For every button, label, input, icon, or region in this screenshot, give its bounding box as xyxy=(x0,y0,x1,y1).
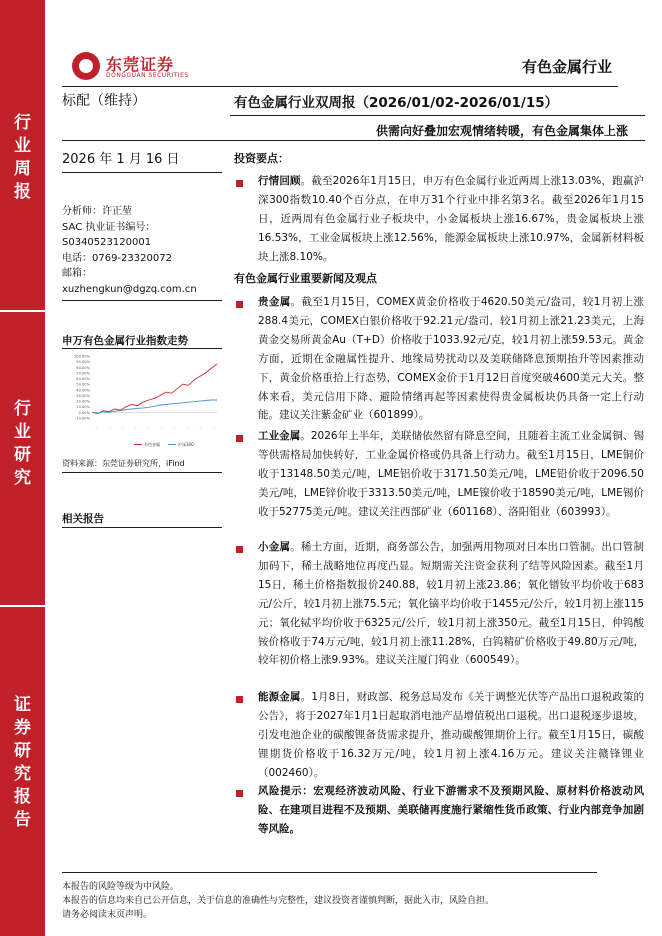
chart-section-title: 申万有色金属行业指数走势 xyxy=(62,335,188,347)
sidebar-label-text xyxy=(0,398,45,490)
sidebar-char: 证 xyxy=(14,695,31,715)
y-tick-label: 0.00% xyxy=(78,410,90,415)
logo-subtext: DONGGUAN SECURITIES xyxy=(106,72,189,79)
paragraph-body: 。稀土方面，近期，商务部公告，加强两用物项对日本出口管制。出口管制加码下，稀土战略地位再度凸显。短期需关注资金获利了结等风险因素。截至1月15日，稀土价格指数报价240.88，较1月初上涨23.86；氧化镨钕平均价收于683元/公斤，较1月初上涨75.5元；氧化镝平均价收于1455元/公斤，较1月初上涨115元；氧化铽平均价收于6325元/公斤，较1月初上涨350元。截至1月15日，仲钨酸铵价格收于74万元/吨，较1月初上涨11.28%，白钨精矿价格收于49.80万元/吨，较年初价格上涨9.93%。建议关注厦门钨业（600549）。 xyxy=(258,541,645,667)
footer-line: 请务必阅读末页声明。 xyxy=(62,910,153,920)
logo-mark-icon xyxy=(72,52,100,80)
x-tick-mark: ···· xyxy=(197,425,204,431)
y-tick-label: -10.00% xyxy=(75,416,90,421)
page-header xyxy=(62,42,618,96)
sidebar-char: 研 xyxy=(14,445,31,465)
paragraph-precious-metals xyxy=(258,293,644,425)
paragraph-body: 。截至1月15日，COMEX黄金价格收于4620.50美元/盎司，较1月初上涨288.4美元，COMEX白银价格收于92.21元/盎司，较1月初上涨21.23美元，上海黄金交易所黄金Au（T+D）价格收于1033.92元/克，较1月初上涨59.53元。黄金方面，近期在金融属性提升、地缘局势扰动以及美联储降息预期抬升等因素推动下，黄金价格重拾上行态势，COMEX金价于1月12日首度突破4600美元大关。整体来看，美元信用下降、避险情绪再起等因素使得贵金属板块仍具备一定上行动能。建议关注紫金矿业（601899）。 xyxy=(258,296,644,422)
paragraph-market-review xyxy=(258,172,644,267)
y-tick-label: 50.00% xyxy=(76,382,90,387)
report-title: 有色金属行业双周报（2026/01/02-2026/01/15） xyxy=(234,95,559,111)
sidebar-char: 报 xyxy=(14,182,31,202)
footer-rule xyxy=(62,872,597,873)
y-tick-label: 40.00% xyxy=(76,388,90,393)
analyst-line: S0340523120001 xyxy=(62,237,152,248)
index-trend-chart xyxy=(62,352,222,452)
paragraph-head: 风险提示 xyxy=(258,785,303,797)
related-rule xyxy=(62,527,222,528)
sidebar-char: 研 xyxy=(14,741,31,761)
analyst-info xyxy=(62,204,197,297)
y-tick-label: 80.00% xyxy=(76,365,90,370)
sidebar-divider xyxy=(0,605,45,607)
sidebar-char: 业 xyxy=(14,422,31,442)
subtitle-rule xyxy=(62,140,645,141)
legend-label: 有色金属 xyxy=(144,442,160,447)
y-tick-label: 90.00% xyxy=(76,360,90,365)
paragraph-body: 。截至2026年1月15日，申万有色金属行业近两周上涨13.03%，跑赢沪深300指数10.40个百分点，在申万31个行业中排名第3名。截至2026年1月15日，近两周有色金属行业子板块中，小金属板块上涨16.67%，贵金属板块上涨16.53%，工业金属板块上涨12.56%，能源金属板块上涨10.97%，金属新材料板块上涨8.10%。 xyxy=(258,175,644,263)
paragraph-minor-metals xyxy=(258,538,644,670)
header-rule xyxy=(62,86,618,87)
bullet-icon xyxy=(236,790,243,797)
sidebar-char: 券 xyxy=(14,718,31,738)
paragraph-head: 能源金属 xyxy=(258,691,301,703)
chart-rule xyxy=(62,348,222,349)
sidebar-char: 行 xyxy=(14,399,31,419)
key-points-title: 投资要点： xyxy=(234,152,289,165)
analyst-line: 邮箱： xyxy=(62,268,92,279)
paragraph-risk-warning xyxy=(258,782,644,839)
paragraph-head: 工业金属 xyxy=(258,430,301,442)
sidebar xyxy=(0,0,45,936)
sidebar-char: 究 xyxy=(14,764,31,784)
x-tick-mark: ···· xyxy=(106,425,113,431)
source-rule xyxy=(62,472,222,473)
y-tick-label: 10.00% xyxy=(76,405,90,410)
company-logo xyxy=(72,52,192,82)
bullet-icon xyxy=(236,696,243,703)
y-tick-label: 30.00% xyxy=(76,393,90,398)
paragraph-head: 小金属 xyxy=(258,541,291,553)
analyst-line: 分析师：许正堃 xyxy=(62,206,132,217)
sidebar-label-text xyxy=(0,694,45,832)
analyst-rule xyxy=(62,300,222,301)
sidebar-char: 周 xyxy=(14,159,31,179)
footer-disclaimer xyxy=(62,880,494,922)
sidebar-char: 行 xyxy=(14,113,31,133)
sidebar-label-weekly xyxy=(0,112,45,204)
industry-name: 有色金属行业 xyxy=(521,58,612,76)
related-reports-title: 相关报告 xyxy=(62,513,104,525)
date-rule xyxy=(62,172,222,173)
x-tick-mark: ···· xyxy=(210,425,217,431)
y-tick-label: 100.00% xyxy=(74,354,90,359)
x-tick-mark: ···· xyxy=(171,425,178,431)
paragraph-body: ：宏观经济波动风险、行业下游需求不及预期风险、原材料价格波动风险、在建项目进程不及预期、美联储再度施行紧缩性货币政策、行业内部竞争加剧等风险。 xyxy=(258,785,645,835)
chart-source: 资料来源：东莞证券研究所，iFind xyxy=(62,459,185,468)
sidebar-divider xyxy=(0,310,45,312)
report-date: 2026 年 1 月 16 日 xyxy=(62,152,180,167)
y-tick-label: 60.00% xyxy=(76,377,90,382)
sidebar-label-research xyxy=(0,398,45,490)
sidebar-label-text xyxy=(0,112,45,204)
sidebar-label-securities-report xyxy=(0,694,45,832)
bullet-icon xyxy=(236,435,243,442)
y-tick-label: 20.00% xyxy=(76,399,90,404)
sidebar-char: 究 xyxy=(14,468,31,488)
footer-line: 本报告的信息均来自已公开信息，关于信息的准确性与完整性，建议投资者谨慎判断，据此入市，风险自担。 xyxy=(62,896,495,906)
analyst-line: 电话：0769-23320072 xyxy=(62,252,172,264)
report-subtitle: 供需向好叠加宏观情绪转暖，有色金属集体上涨 xyxy=(375,124,628,138)
paragraph-head: 贵金属 xyxy=(258,296,291,308)
x-tick-mark: ···· xyxy=(158,425,165,431)
paragraph-energy-metals xyxy=(258,688,644,783)
legend-label: 沪深300 xyxy=(178,442,194,447)
sidebar-char: 业 xyxy=(14,136,31,156)
sidebar-char: 报 xyxy=(14,787,31,807)
y-tick-label: 70.00% xyxy=(76,371,90,376)
analyst-line: SAC 执业证书编号： xyxy=(62,221,156,233)
paragraph-industrial-metals xyxy=(258,427,644,522)
x-tick-mark: ···· xyxy=(93,425,100,431)
chart-svg xyxy=(62,352,222,452)
paragraph-body: 。1月8日，财政部、税务总局发布《关于调整光伏等产品出口退税政策的公告》，将于2027年1月1日起取消电池产品增值税出口退税。出口退税逐步退坡，引发电池企业的碳酸锂备货需求提升，推动碳酸锂期价上行。截至1月15日，碳酸锂期货价格收于16.32万元/吨，较1月初上涨4.16万元。建议关注赣锋锂业（002460）。 xyxy=(258,691,644,779)
x-tick-mark: ···· xyxy=(132,425,139,431)
paragraph-body: 。2026年上半年，美联储依然留有降息空间，且随着主流工业金属铜、锡等供需格局加快转好，工业金属价格或仍具备上行动力。截至1月15日，LME铜价收于13148.50美元/吨，LME铝价收于3171.50美元/吨，LME铅价收于2096.50美元/吨，LME锌价收于3313.50美元/吨，LME镍价收于18590美元/吨，LME锡价收于52775美元/吨。建议关注西部矿业（601168）、洛阳钼业（603993）。 xyxy=(258,430,645,518)
x-tick-mark: ···· xyxy=(184,425,191,431)
sidebar-char: 告 xyxy=(14,810,31,830)
bullet-icon xyxy=(236,546,243,553)
analyst-email: xuzhengkun@dgzq.com.cn xyxy=(62,283,197,295)
x-tick-mark: ···· xyxy=(145,425,152,431)
logo-text: 东莞证券 xyxy=(106,55,175,74)
rating: 标配（维持） xyxy=(62,93,146,109)
news-section-title: 有色金属行业重要新闻及观点 xyxy=(234,272,377,285)
title-rule xyxy=(230,115,645,116)
bullet-icon xyxy=(236,301,243,308)
bullet-icon xyxy=(236,180,243,187)
x-tick-mark: ···· xyxy=(119,425,126,431)
paragraph-head: 行情回顾 xyxy=(258,175,301,187)
footer-line: 本报告的风险等级为中风险。 xyxy=(62,882,180,892)
